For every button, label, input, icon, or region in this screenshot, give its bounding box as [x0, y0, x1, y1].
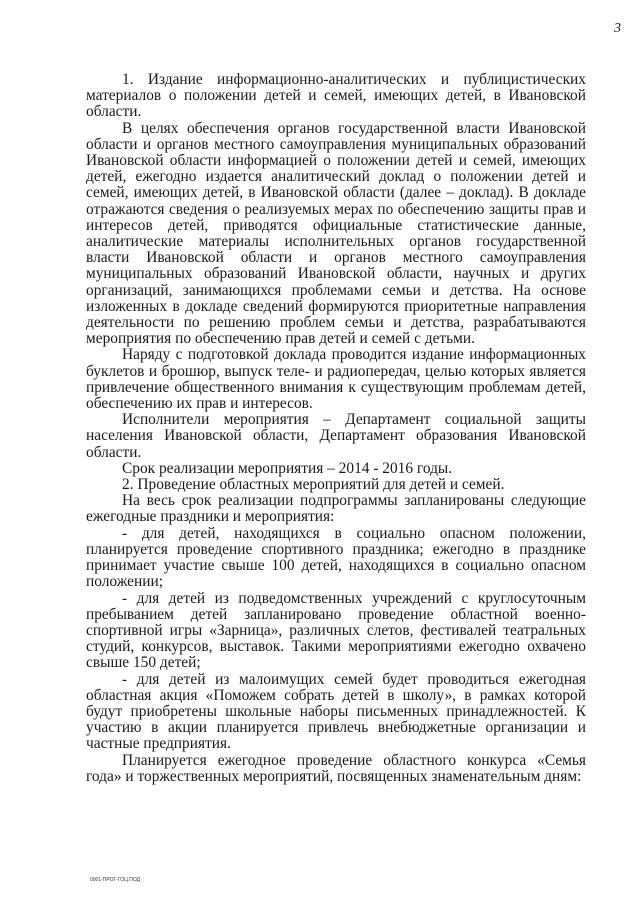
- paragraph-4: Исполнители мероприятия – Департамент социальной защиты населения Ивановской области, Департамент образования Ивановской области.: [86, 411, 586, 461]
- paragraph-11: Планируется ежегодное проведение областного конкурса «Семья года» и торжественных мероприятий, посвященных знаменательным дням:: [86, 751, 586, 785]
- document-body: [86, 72, 586, 785]
- page-number: 3: [614, 21, 621, 36]
- paragraph-2: В целях обеспечения органов государственной власти Ивановской области и органов местного самоуправления муниципальных образований Ивановской области информацией о положении детей и семей, имеющих детей, ежегодно издается аналитический доклад о положении детей и семей, имеющих детей, в Ивановской области (далее – доклад). В докладе отражаются сведения о реализуемых мерах по обеспечению защиты прав и интересов детей, приводятся официальные статистические данные, аналитические материалы исполнительных органов государственной власти Ивановской области и органов местного самоуправления муниципальных образований Ивановской области, научных и других организаций, занимающихся проблемами семьи и детства. На основе изложенных в докладе сведений формируются приоритетные направления деятельности по решению проблем семьи и детства, разрабатываются мероприятия по обеспечению прав детей и семей с детьми.: [86, 119, 586, 348]
- paragraph-9: - для детей из подведомственных учреждений с круглосуточным пребыванием детей запланировано проведение областной военно-спортивной игры «Зарница», различных слетов, фестивалей театральных студий, конкурсов, выставок. Такими мероприятиями ежегодно охвачено свыше 150 детей;: [86, 589, 586, 672]
- paragraph-8: - для детей, находящихся в социально опасном положении, планируется проведение спортивного праздника; ежегодно в празднике принимает участие свыше 100 детей, находящихся в социально опасном положении;: [86, 524, 586, 591]
- paragraph-1: 1. Издание информационно-аналитических и публицистических материалов о положении детей и семей, имеющих детей, в Ивановской области.: [86, 71, 586, 121]
- paragraph-10: - для детей из малоимущих семей будет проводиться ежегодная областная акция «Поможем собрать детей в школу», в рамках которой будут приобретены школьные наборы письменных принадлежностей. К участию в акции планируется привлечь внебюджетные организации и частные предприятия.: [86, 670, 586, 753]
- paragraph-7: На весь срок реализации подпрограммы запланированы следующие ежегодные праздники и мероприятия:: [86, 492, 586, 526]
- paragraph-6: 2. Проведение областных мероприятий для детей и семей.: [122, 476, 505, 494]
- paragraph-3: Наряду с подготовкой доклада проводится издание информационных буклетов и брошюр, выпуск теле- и радиопередач, целью которых является привлечение общественного внимания к существующим проблемам детей, обеспечению их прав и интересов.: [86, 346, 586, 413]
- paragraph-5: Срок реализации мероприятия – 2014 - 2016 годы.: [122, 459, 453, 477]
- footer-code: 0001-ПРОГ-ГОЦ.ПОД: [90, 877, 141, 883]
